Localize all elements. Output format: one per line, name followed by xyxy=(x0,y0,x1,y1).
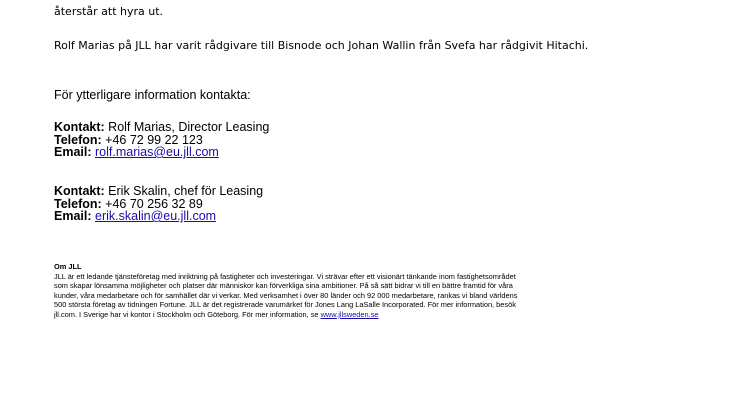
about-line: kunder, våra medarbetare och för samhället där vi verkar. Med verksamhet i över 80 länder och 92 000 medarbetare, rankas vi bland världens xyxy=(54,290,518,300)
contact-name: Rolf Marias, Director Leasing xyxy=(104,120,270,134)
paragraph-advisors: Rolf Marias på JLL har varit rådgivare till Bisnode och Johan Wallin från Svefa har rådgivit Hitachi. xyxy=(54,39,589,52)
contact-label: Kontakt: xyxy=(54,184,105,198)
email-label: Email: xyxy=(54,209,92,223)
contact-name: Erik Skalin, chef för Leasing xyxy=(104,184,264,198)
contact-label: Kontakt: xyxy=(54,120,105,134)
email-label: Email: xyxy=(54,145,92,159)
paragraph-remaining-space: återstår att hyra ut. xyxy=(54,5,164,18)
about-line: som skapar lönsamma möjligheter och platser där människor kan förverkliga sina ambitioner. På så sätt bidrar vi till en bättre framtid för våra xyxy=(54,281,513,291)
about-heading: Om JLL xyxy=(54,262,82,271)
phone-label: Telefon: xyxy=(54,196,102,211)
about-line: JLL är ett ledande tjänsteföretag med inriktning på fastigheter och investeringar. Vi strävar efter ett visionärt tänkande inom fastighetsområdet xyxy=(54,271,516,281)
email-line xyxy=(54,146,269,159)
phone-label: Telefon: xyxy=(54,132,102,147)
phone-number: +46 72 99 22 123 xyxy=(101,132,203,147)
email-link-erik-skalin[interactable]: erik.skalin@eu.jll.com xyxy=(95,209,217,223)
about-line: 500 största företag av tidningen Fortune. JLL är det registrerade varumärket för Jones Lang LaSalle Incorporated. För mer information, besök xyxy=(54,300,516,310)
phone-number: +46 70 256 32 89 xyxy=(101,196,203,211)
contact-block-erik-skalin xyxy=(54,185,263,223)
about-line-last xyxy=(54,310,694,320)
contact-block-rolf-marias xyxy=(54,121,269,159)
contact-intro: För ytterligare information kontakta: xyxy=(54,88,251,102)
email-link-rolf-marias[interactable]: rolf.marias@eu.jll.com xyxy=(95,145,219,159)
about-last-text: jll.com. I Sverige har vi kontor i Stockholm och Göteborg. För mer information, se xyxy=(54,309,321,319)
website-link[interactable]: www.jllsweden.se xyxy=(320,309,379,319)
about-jll-section xyxy=(54,262,694,320)
email-line xyxy=(54,210,263,223)
